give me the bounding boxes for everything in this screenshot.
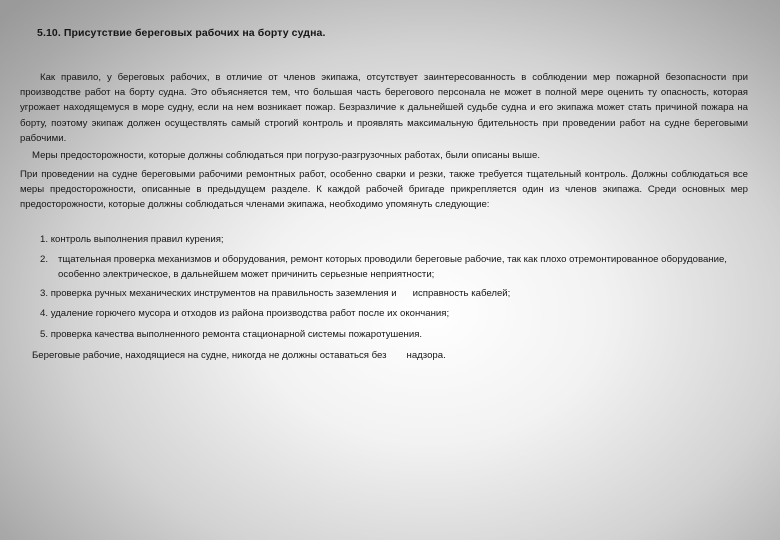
paragraph-loading-precautions: Меры предосторожности, которые должны соблюдаться при погрузо-разгрузочных работах, были описаны выше. bbox=[32, 150, 540, 161]
list-text: тщательная проверка механизмов и оборудования, ремонт которых проводили береговые рабочие, так как плохо отремонтированное оборудование, особенно электрическое, в дальнейшем может причинить серьезные неприятности; bbox=[58, 254, 727, 281]
closing-sentence bbox=[32, 348, 446, 363]
paragraph-shore-workers: Как правило, у береговых рабочих, в отличие от членов экипажа, отсутствует заинтересованность в соблюдении мер пожарной безопасности при производстве работ на борту судна. Это объясняется тем, что большая часть берегового персонала не может в полной мере оценить ту опасность, которая угрожает находящемуся в море судну, если на нем возникает пожар. Безразличие к дальнейшей судьбе судна и его экипажа может стать причиной пожара на борту, поэтому экипаж должен осуществлять самый строгий контроль и проявлять максимальную бдительность при проведении работ на судне береговыми рабочими. bbox=[20, 72, 748, 144]
section-heading: 5.10. Присутствие береговых рабочих на борту судна. bbox=[37, 27, 326, 39]
list-number: 3. bbox=[40, 288, 49, 299]
list-item-1 bbox=[40, 232, 224, 247]
paragraph-repair-control: При проведении на судне береговыми рабочими ремонтных работ, особенно сварки и резки, также требуется тщательный контроль. Должны соблюдаться все меры предосторожности, описанные в предыдущем разделе. К каждой рабочей бригаде прикрепляется один из членов экипажа. Среди основных мер предосторожности, которые должны соблюдаться членами экипажа, необходимо упомянуть следующие: bbox=[20, 169, 748, 211]
list-text: проверка ручных механических инструментов на правильность заземления и bbox=[50, 288, 397, 299]
list-text: удаление горючего мусора и отходов из района производства работ после их окончания; bbox=[50, 308, 450, 319]
list-item-2 bbox=[40, 252, 750, 282]
list-text: контроль выполнения правил курения; bbox=[50, 234, 224, 245]
list-text-continued: исправность кабелей; bbox=[412, 288, 511, 299]
closing-text: Береговые рабочие, находящиеся на судне, никогда не должны оставаться без bbox=[32, 350, 387, 361]
list-item-5 bbox=[40, 327, 422, 342]
closing-text-end: надзора. bbox=[406, 350, 446, 361]
list-number: 1. bbox=[40, 234, 49, 245]
list-item-3 bbox=[40, 286, 510, 301]
list-item-4 bbox=[40, 306, 449, 321]
list-number: 2. bbox=[40, 254, 49, 265]
list-text: проверка качества выполненного ремонта стационарной системы пожаротушения. bbox=[50, 329, 423, 340]
list-number: 4. bbox=[40, 308, 49, 319]
list-number: 5. bbox=[40, 329, 49, 340]
